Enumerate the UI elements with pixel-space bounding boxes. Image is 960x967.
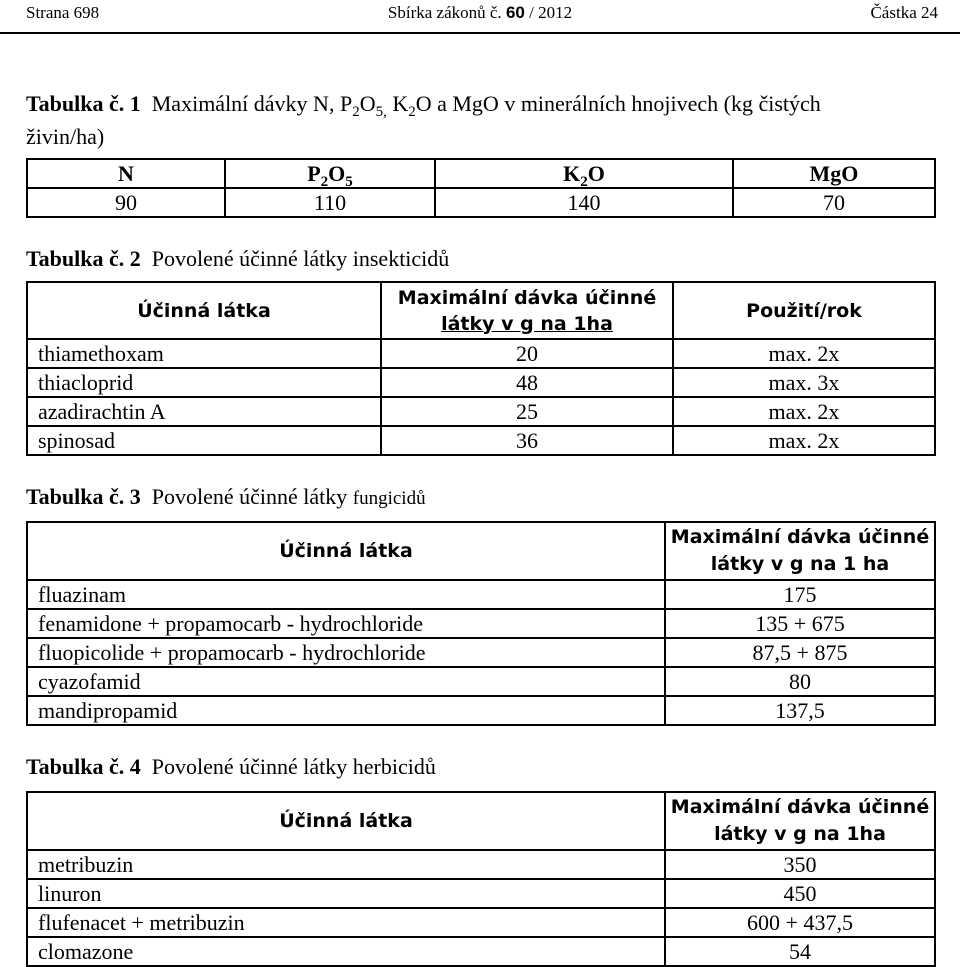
table-cell: 54	[665, 937, 935, 966]
table1-title-part: O a MgO v minerálních hnojivech (kg čistých	[415, 91, 821, 116]
table-cell: fenamidone + propamocarb - hydrochloride	[27, 609, 665, 638]
table2	[26, 281, 936, 456]
table3-caption	[26, 482, 426, 513]
table3-title-b: fungicidů	[352, 488, 426, 509]
table-cell: 80	[665, 667, 935, 696]
table-row	[27, 609, 935, 638]
table-cell: clomazone	[27, 937, 665, 966]
table2-label: Tabulka č. 2	[26, 246, 141, 271]
column-header: Maximální dávka účinné látky v g na 1ha	[381, 282, 673, 339]
table4-caption	[26, 752, 436, 781]
table-cell: flufenacet + metribuzin	[27, 908, 665, 937]
table-cell: spinosad	[27, 426, 381, 455]
table-row	[27, 696, 935, 725]
table-header-row	[27, 792, 935, 850]
column-header: MgO	[733, 159, 935, 188]
table-row	[27, 879, 935, 908]
table-cell: max. 2x	[673, 426, 935, 455]
subscript: 5,	[375, 104, 387, 120]
table1-label: Tabulka č. 1	[26, 91, 141, 116]
table-cell: 137,5	[665, 696, 935, 725]
table1	[26, 158, 936, 218]
table3-label: Tabulka č. 3	[26, 484, 141, 509]
table-row	[27, 397, 935, 426]
table-cell: azadirachtin A	[27, 397, 381, 426]
table-cell: linuron	[27, 879, 665, 908]
page-header	[0, 0, 960, 34]
table-row	[27, 368, 935, 397]
table2-title: Povolené účinné látky insekticidů	[151, 246, 450, 271]
table-cell: 87,5 + 875	[665, 638, 935, 667]
table4	[26, 791, 936, 967]
table-cell: max. 2x	[673, 397, 935, 426]
table-cell: max. 2x	[673, 339, 935, 368]
column-header: Účinná látka	[27, 282, 381, 339]
subscript: 2	[408, 104, 416, 120]
collection-title	[0, 3, 960, 23]
table1-title: Maximální dávky N, P	[151, 91, 353, 116]
table1-title-part: K	[386, 91, 409, 116]
table-row	[27, 937, 935, 966]
table-cell: 350	[665, 850, 935, 879]
table-header-row	[27, 282, 935, 339]
column-header: Maximální dávka účinné látky v g na 1ha	[665, 792, 935, 850]
table-cell: thiamethoxam	[27, 339, 381, 368]
collection-year: / 2012	[529, 3, 573, 22]
collection-prefix: Sbírka zákonů č.	[387, 3, 502, 22]
column-header: N	[27, 159, 225, 188]
table-cell: 140	[435, 188, 733, 217]
column-header: Účinná látka	[27, 792, 665, 850]
column-header: Použití/rok	[673, 282, 935, 339]
table-row	[27, 667, 935, 696]
table1-title-line2: živin/ha)	[26, 124, 105, 149]
table-row	[27, 188, 935, 217]
page-number: Strana 698	[26, 3, 100, 22]
table-cell: max. 3x	[673, 368, 935, 397]
table-cell: fluazinam	[27, 580, 665, 609]
table-cell: cyazofamid	[27, 667, 665, 696]
table-cell: 110	[225, 188, 435, 217]
table-row	[27, 908, 935, 937]
table-row	[27, 426, 935, 455]
table-cell: 70	[733, 188, 935, 217]
table4-label: Tabulka č. 4	[26, 754, 141, 779]
table2-caption	[26, 244, 449, 273]
table-row	[27, 339, 935, 368]
column-header: $P_2O_5$	[225, 159, 435, 188]
table-cell: 135 + 675	[665, 609, 935, 638]
table-cell: mandipropamid	[27, 696, 665, 725]
part-number: Částka 24	[870, 3, 938, 22]
table-cell: fluopicolide + propamocarb - hydrochloride	[27, 638, 665, 667]
table-cell: 175	[665, 580, 935, 609]
table1-title-part: O	[359, 91, 376, 116]
table-cell: 600 + 437,5	[665, 908, 935, 937]
table3-title: Povolené účinné látky	[151, 484, 348, 509]
table-header-row	[27, 522, 935, 580]
table-cell: 450	[665, 879, 935, 908]
column-header: Účinná látka	[27, 522, 665, 580]
table-cell: 48	[381, 368, 673, 397]
table1-caption	[26, 89, 821, 151]
table-cell: metribuzin	[27, 850, 665, 879]
column-header: Maximální dávka účinné látky v g na 1 ha	[665, 522, 935, 580]
table-cell: 90	[27, 188, 225, 217]
table-row	[27, 638, 935, 667]
table-cell: 25	[381, 397, 673, 426]
table4-title: Povolené účinné látky herbicidů	[151, 754, 436, 779]
table-row	[27, 580, 935, 609]
subscript: 2	[352, 104, 360, 120]
table3	[26, 521, 936, 726]
table-row	[27, 850, 935, 879]
collection-number: 60	[505, 3, 525, 22]
table-header-row	[27, 159, 935, 188]
table-cell: 20	[381, 339, 673, 368]
table-cell: thiacloprid	[27, 368, 381, 397]
table-cell: 36	[381, 426, 673, 455]
column-header: $K_2O$	[435, 159, 733, 188]
